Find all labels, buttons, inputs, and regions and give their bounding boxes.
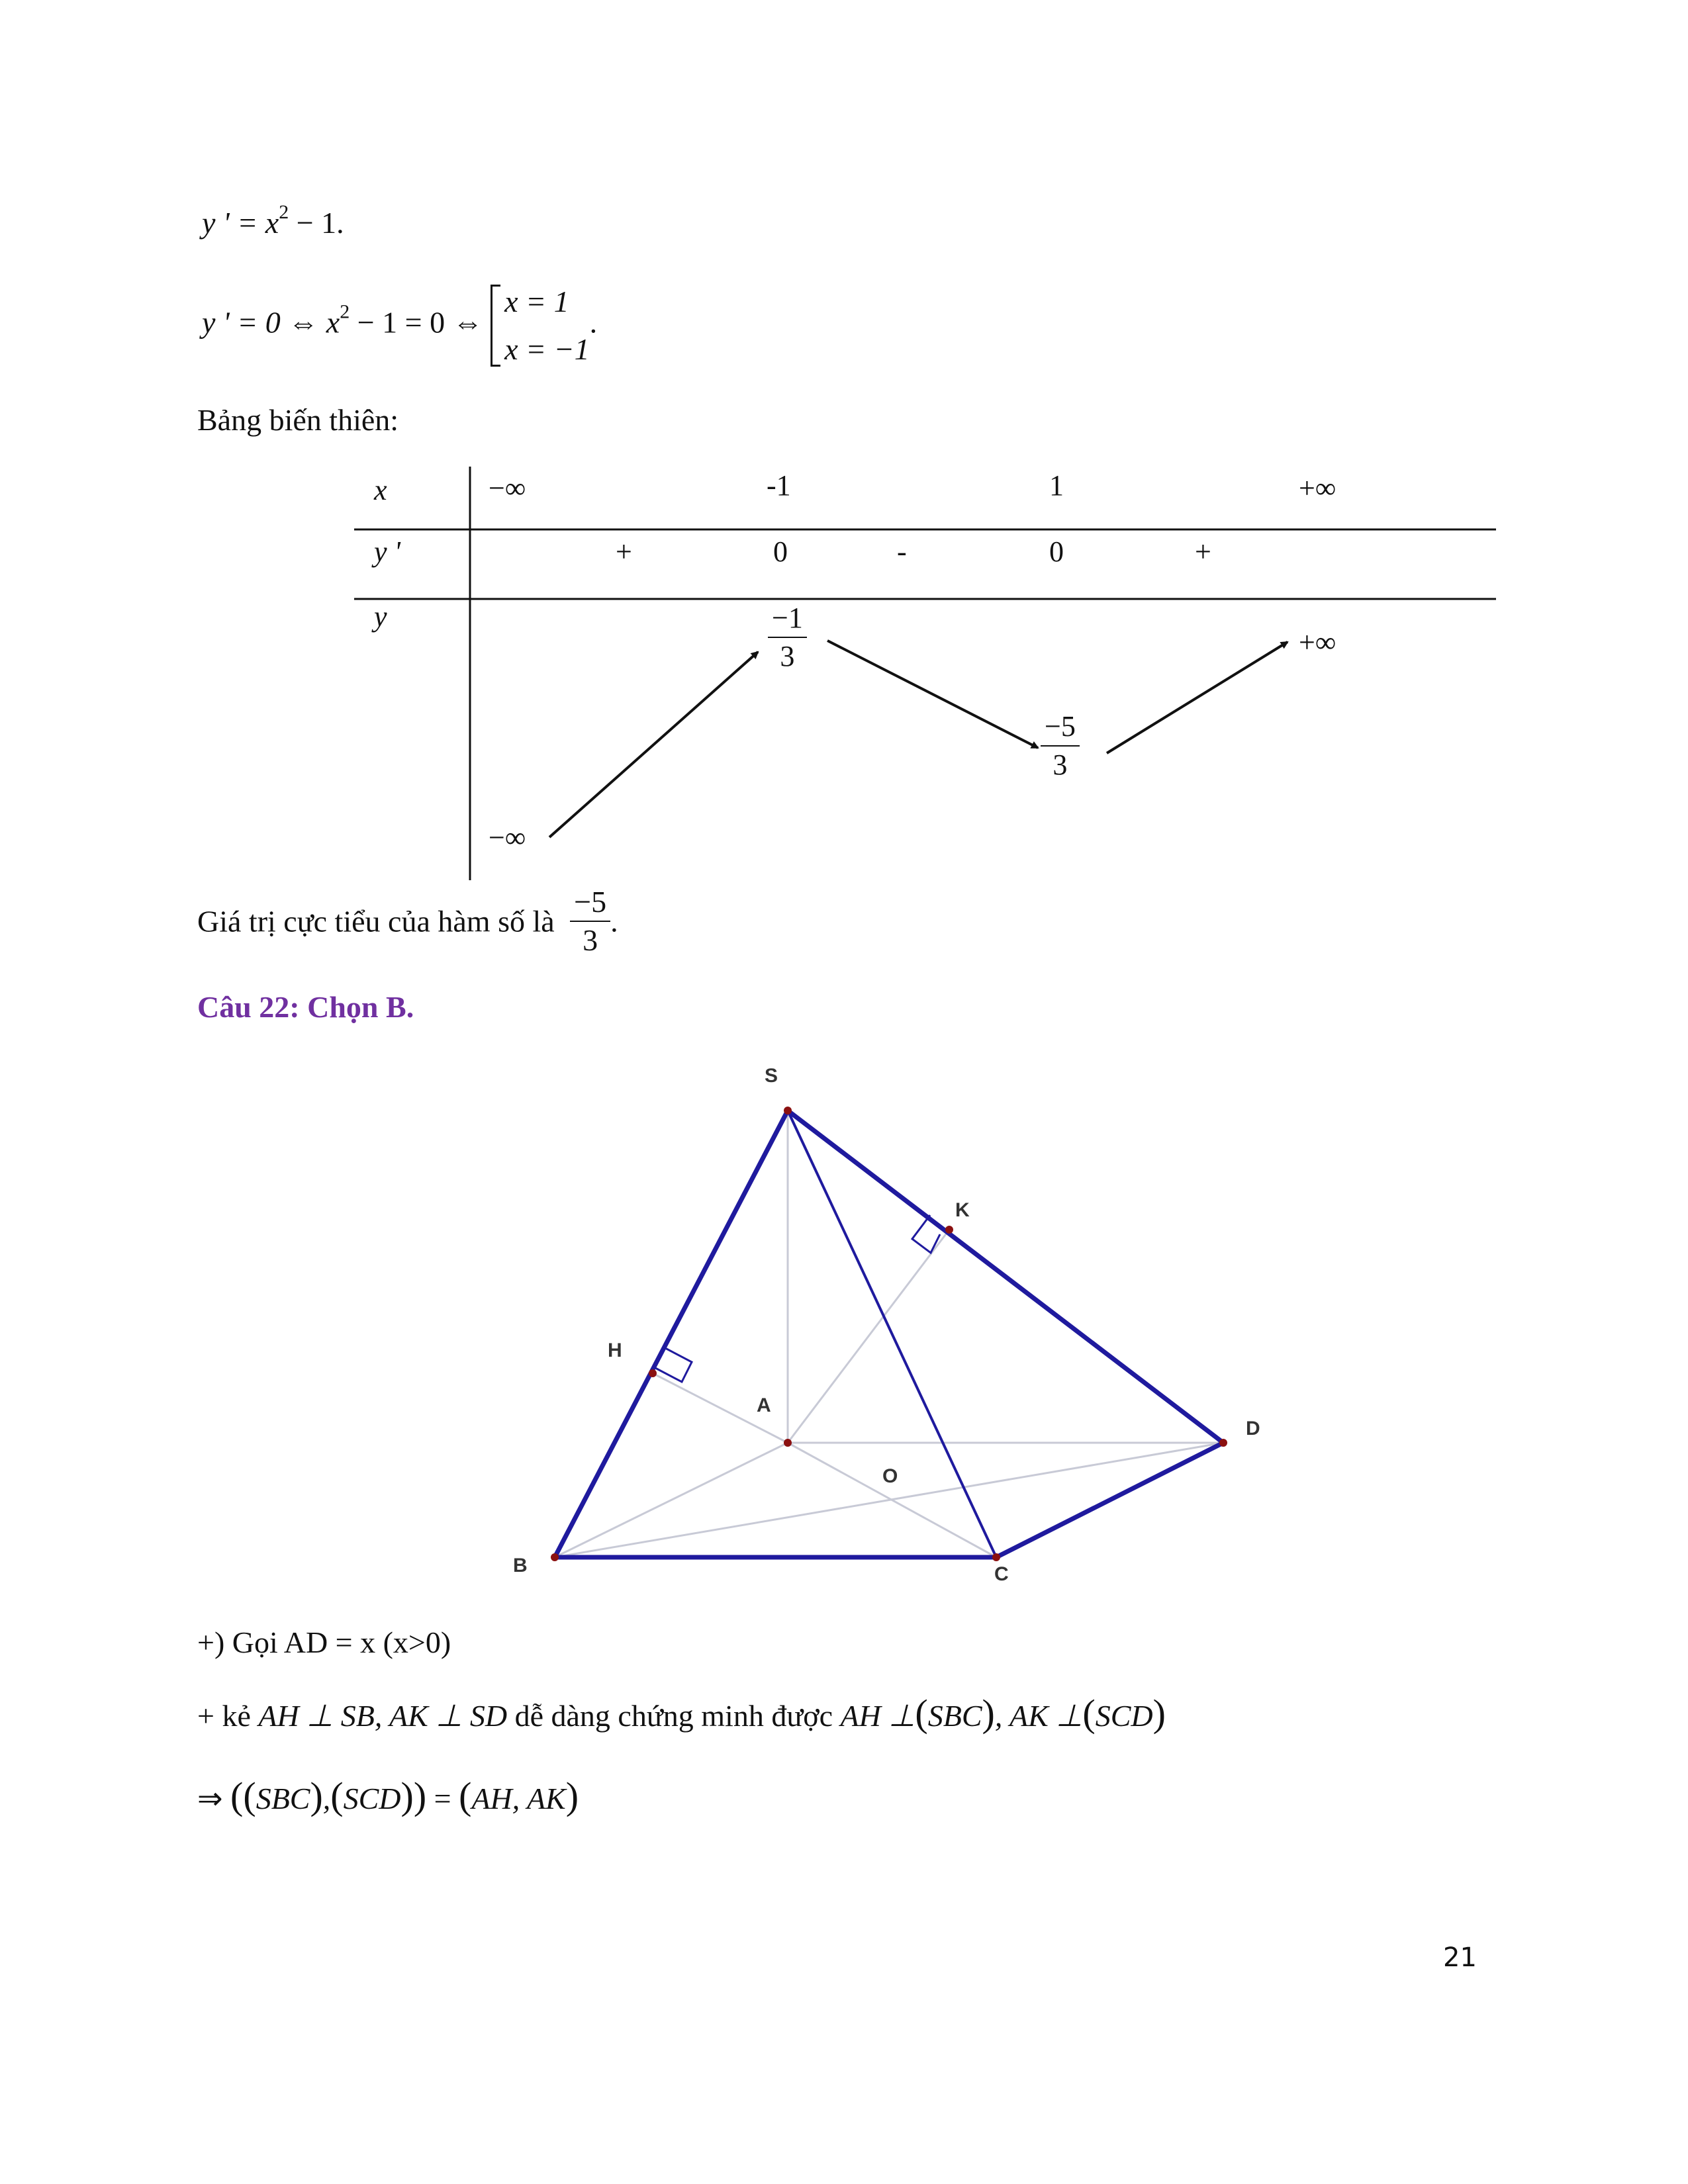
derivative-text: y ' = x: [202, 206, 279, 240]
row-label-x: x: [374, 474, 387, 506]
lines-AH-AK: AH, AK: [471, 1782, 566, 1815]
edge-SD: [788, 1111, 1223, 1443]
yprime-sign-3: +: [1195, 535, 1211, 568]
line-AK: [788, 1230, 949, 1443]
conclusion-end: .: [610, 904, 618, 938]
line2-middle: dễ dàng chứng minh được: [514, 1699, 833, 1733]
case-2: x = −1: [504, 332, 590, 366]
line2-math-1: AH ⊥ SB, AK ⊥ SD: [258, 1699, 508, 1733]
point-D: [1219, 1439, 1227, 1447]
plane-SBC: SBC: [256, 1782, 310, 1815]
y-start-value: −∞: [489, 821, 526, 854]
case-1: x = 1: [504, 285, 569, 318]
x-value-pos-inf: +∞: [1299, 472, 1336, 504]
line-BD: [555, 1443, 1223, 1557]
edge-SB: [555, 1111, 788, 1557]
label-A: A: [757, 1394, 771, 1416]
yprime-sign-1: +: [616, 535, 632, 568]
point-K: [945, 1226, 953, 1234]
equals-sign: =: [426, 1782, 459, 1815]
equation-middle: − 1 = 0 ⇔: [350, 305, 483, 340]
point-S: [784, 1107, 792, 1115]
line2-prefix: + kẻ: [197, 1699, 251, 1733]
line2-math-2d: SCD: [1095, 1699, 1153, 1733]
label-B: B: [513, 1555, 528, 1576]
line2-math-2c: , AK ⊥: [994, 1699, 1083, 1733]
table-title: Bảng biến thiên:: [197, 403, 399, 437]
visible-edges: [555, 1111, 1223, 1557]
y-end-value: +∞: [1299, 626, 1336, 659]
page-number: 21: [1443, 1942, 1477, 1973]
line2-math-2b: SBC: [927, 1699, 982, 1733]
x-value-neg-1: -1: [767, 469, 791, 502]
solution-line-2: + kẻ AH ⊥ SB, AK ⊥ SD dễ dàng chứng minh được AH ⊥(SBC), AK ⊥(SCD): [197, 1692, 1166, 1735]
yprime-zero-2: 0: [1049, 535, 1064, 568]
point-B: [551, 1553, 559, 1561]
conclusion-text: Giá trị cực tiểu của hàm số là: [197, 904, 555, 938]
y-min-denominator: 3: [1053, 749, 1068, 781]
plane-SCD: SCD: [343, 1782, 401, 1815]
edge-SC: [788, 1111, 996, 1557]
y-max-denominator: 3: [780, 640, 795, 672]
point-A: [784, 1439, 792, 1447]
point-C: [992, 1553, 1000, 1561]
yprime-sign-2: -: [897, 535, 907, 568]
solution-line-1: +) Gọi AD = x (x>0): [197, 1625, 451, 1659]
conclusion-denominator: 3: [583, 923, 598, 957]
label-C: C: [994, 1563, 1009, 1585]
solution-line-3: ⇒ ((SBC),(SCD)) = (AH, AK): [197, 1774, 579, 1817]
y-min-numerator: −5: [1041, 708, 1080, 747]
equation-prefix: y ' = 0 ⇔ x: [202, 305, 340, 340]
row-label-yprime: y ': [374, 535, 400, 568]
yprime-zero-1: 0: [773, 535, 788, 568]
row-label-y: y: [374, 600, 387, 633]
equation-exponent: 2: [340, 300, 350, 323]
implies-arrow: ⇒: [197, 1782, 223, 1815]
hidden-lines: [555, 1111, 1223, 1557]
equation-end: .: [589, 305, 598, 340]
x-value-neg-inf: −∞: [489, 472, 526, 504]
label-O: O: [882, 1465, 898, 1487]
x-value-1: 1: [1049, 469, 1064, 502]
edge-CD: [996, 1443, 1223, 1557]
point-H: [649, 1369, 657, 1377]
label-H: H: [608, 1340, 622, 1361]
label-S: S: [765, 1065, 778, 1087]
derivative-tail: − 1.: [289, 206, 344, 240]
derivative-exponent: 2: [279, 201, 289, 223]
y-max-numerator: −1: [768, 600, 807, 638]
conclusion-numerator: −5: [570, 884, 610, 922]
line-AB: [555, 1443, 788, 1557]
label-D: D: [1246, 1418, 1260, 1439]
line2-math-2a: AH ⊥: [840, 1699, 915, 1733]
label-K: K: [955, 1199, 970, 1221]
question-heading: Câu 22: Chọn B.: [197, 990, 414, 1024]
